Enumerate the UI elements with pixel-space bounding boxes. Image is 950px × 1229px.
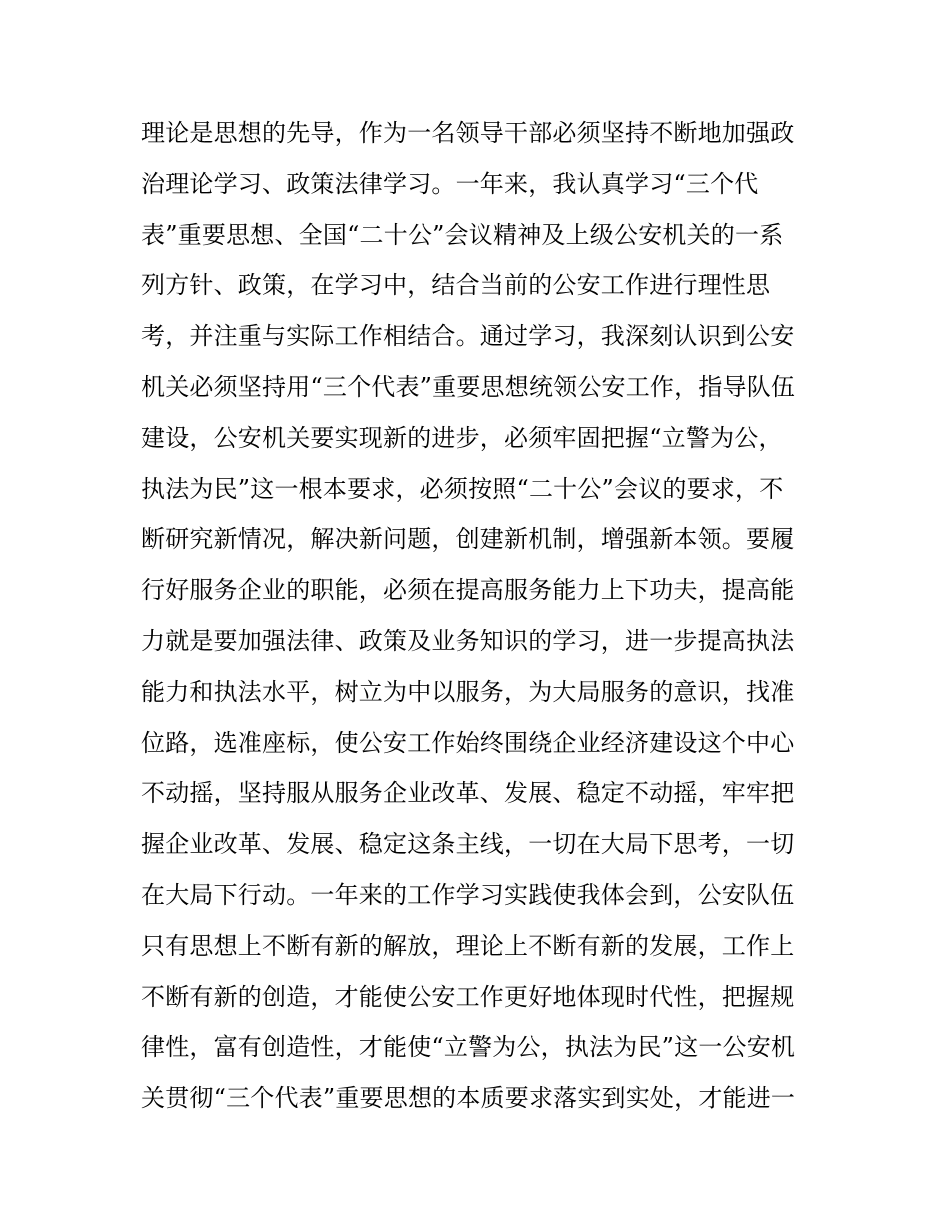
text-line: 能力和执法水平，树立为中以服务，为大局服务的意识，找准 — [141, 677, 795, 706]
text-line: 不断有新的创造，才能使公安工作更好地体现时代性，把握规 — [141, 982, 795, 1011]
text-line: 执法为民”这一根本要求，必须按照“二十公”会议的要求，不 — [141, 474, 784, 503]
text-line: 治理论学习、政策法律学习。一年来，我认真学习“三个代 — [141, 169, 759, 198]
body-text — [141, 108, 821, 1124]
text-line: 机关必须坚持用“三个代表”重要思想统领公安工作，指导队伍 — [141, 372, 796, 401]
text-line: 只有思想上不断有新的解放，理论上不断有新的发展，工作上 — [141, 931, 795, 960]
text-line: 断研究新情况，解决新问题，创建新机制，增强新本领。要履 — [141, 525, 795, 554]
text-line: 考，并注重与实际工作相结合。通过学习，我深刻认识到公安 — [141, 322, 795, 351]
text-line: 在大局下行动。一年来的工作学习实践使我体会到，公安队伍 — [141, 880, 795, 909]
text-line: 位路，选准座标，使公安工作始终围绕企业经济建设这个中心 — [141, 728, 795, 757]
text-line: 力就是要加强法律、政策及业务知识的学习，进一步提高执法 — [141, 626, 795, 655]
text-line: 表”重要思想、全国“二十公”会议精神及上级公安机关的一系 — [141, 220, 784, 249]
text-line: 行好服务企业的职能，必须在提高服务能力上下功夫，提高能 — [141, 576, 795, 605]
text-line: 理论是思想的先导，作为一名领导干部必须坚持不断地加强政 — [141, 119, 795, 147]
text-line: 列方针、政策，在学习中，结合当前的公安工作进行理性思 — [141, 271, 771, 300]
text-line: 握企业改革、发展、稳定这条主线，一切在大局下思考，一切 — [141, 830, 795, 859]
text-line: 建设，公安机关要实现新的进步，必须牢固把握“立警为公， — [141, 423, 783, 452]
text-line: 关贯彻“三个代表”重要思想的本质要求落实到实处，才能进一 — [141, 1084, 796, 1113]
text-line: 不动摇，坚持服从服务企业改革、发展、稳定不动摇，牢牢把 — [141, 779, 795, 808]
text-line: 律性，富有创造性，才能使“立警为公，执法为民”这一公安机 — [141, 1033, 796, 1062]
